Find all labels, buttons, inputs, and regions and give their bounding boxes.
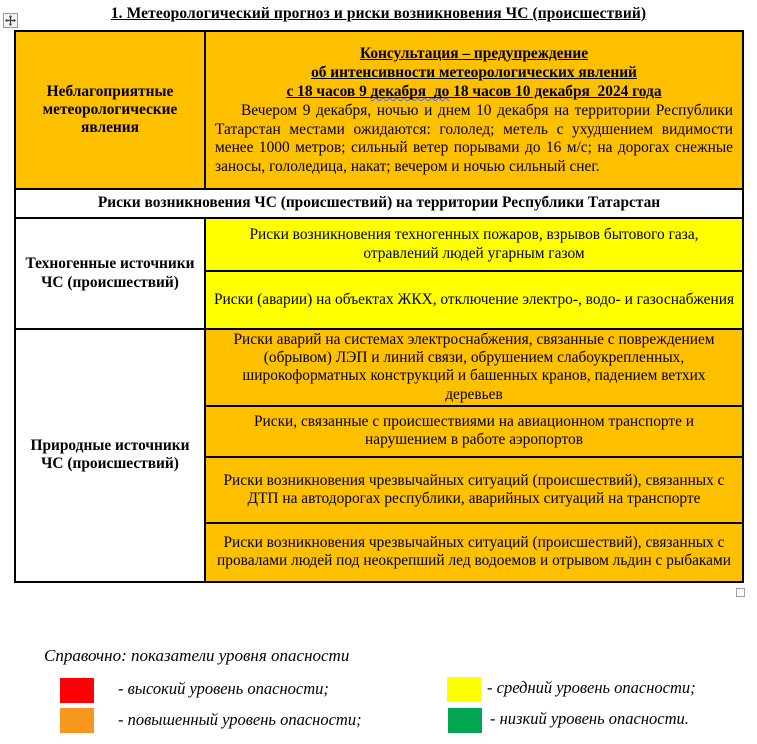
elevated-danger-swatch bbox=[60, 708, 94, 733]
low-danger-label: - низкий уровень опасности. bbox=[490, 709, 689, 728]
table-resize-handle[interactable] bbox=[736, 588, 745, 597]
page-title: 1. Метеорологический прогноз и риски возникновения ЧС (происшествий) bbox=[110, 5, 647, 22]
cell-natural-label: Природные источники ЧС (происшествий) bbox=[15, 329, 205, 582]
consultation-title-line3 bbox=[212, 82, 736, 101]
legend-caption: Справочно: показатели уровня опасности bbox=[44, 646, 350, 665]
high-danger-label: - высокий уровень опасности; bbox=[118, 679, 329, 698]
consultation-title-line2: об интенсивности метеорологических явлений bbox=[311, 63, 637, 81]
cell-technogenic-risk-1: Риски возникновения техногенных пожаров, взрывов бытового газа, отравлений людей угарным газом bbox=[205, 218, 743, 271]
cell-adverse-phenomena-label: Неблагоприятные метеорологические явления bbox=[15, 31, 205, 189]
forecast-table bbox=[14, 30, 744, 583]
cell-natural-risk-1: Риски аварий на системах электроснабжения, связанные с повреждением (обрывом) ЛЭП и линий связи, обрушением слабоукрепленных, широкоформатных конструкций и башенных кранов, падением ветхих деревьев bbox=[205, 329, 743, 406]
cell-technogenic-risk-2: Риски (аварии) на объектах ЖКХ, отключение электро-, водо- и газоснабжения bbox=[205, 271, 743, 329]
table-move-handle[interactable] bbox=[3, 13, 18, 28]
cell-natural-risk-3: Риски возникновения чрезвычайных ситуаций (происшествий), связанных с ДТП на автодорогах республики, аварийных ситуаций на транспорте bbox=[205, 457, 743, 523]
low-danger-swatch bbox=[448, 708, 482, 733]
cell-risks-section-header: Риски возникновения ЧС (происшествий) на территории Республики Татарстан bbox=[15, 189, 743, 218]
forecast-text: Вечером 9 декабря, ночью и днем 10 декабря на территории Республики Татарстан местами ожидаются: гололед; метель с ухудшением видимости менее 1000 метров; сильный ветер порывами до 16 м/с; на дорогах снежные заносы, гололедица, накат; вечером и ночью сильный снег. bbox=[215, 102, 733, 175]
medium-danger-swatch bbox=[447, 677, 481, 702]
consultation-dates-part1: с 18 часов 9 bbox=[286, 83, 371, 101]
medium-danger-label: - средний уровень опасности; bbox=[487, 678, 696, 697]
consultation-title-line1: Консультация – предупреждение bbox=[359, 44, 589, 62]
high-danger-swatch bbox=[60, 678, 94, 703]
elevated-danger-label: - повышенный уровень опасности; bbox=[118, 710, 362, 729]
cell-natural-risk-4: Риски возникновения чрезвычайных ситуаций (происшествий), связанных с провалами людей под неокрепший лед водоемов и отрывом льдин с рыбаками bbox=[205, 523, 743, 582]
consultation-dates-part2: 18 часов 10 декабря 2024 года bbox=[449, 83, 662, 101]
consultation-dates-spellcheck: декабря до bbox=[370, 83, 450, 101]
cell-consultation bbox=[205, 31, 743, 189]
cell-technogenic-label: Техногенные источники ЧС (происшествий) bbox=[15, 218, 205, 329]
cell-natural-risk-2: Риски, связанные с происшествиями на авиационном транспорте и нарушением в работе аэропортов bbox=[205, 406, 743, 457]
move-arrows-icon bbox=[5, 15, 16, 26]
